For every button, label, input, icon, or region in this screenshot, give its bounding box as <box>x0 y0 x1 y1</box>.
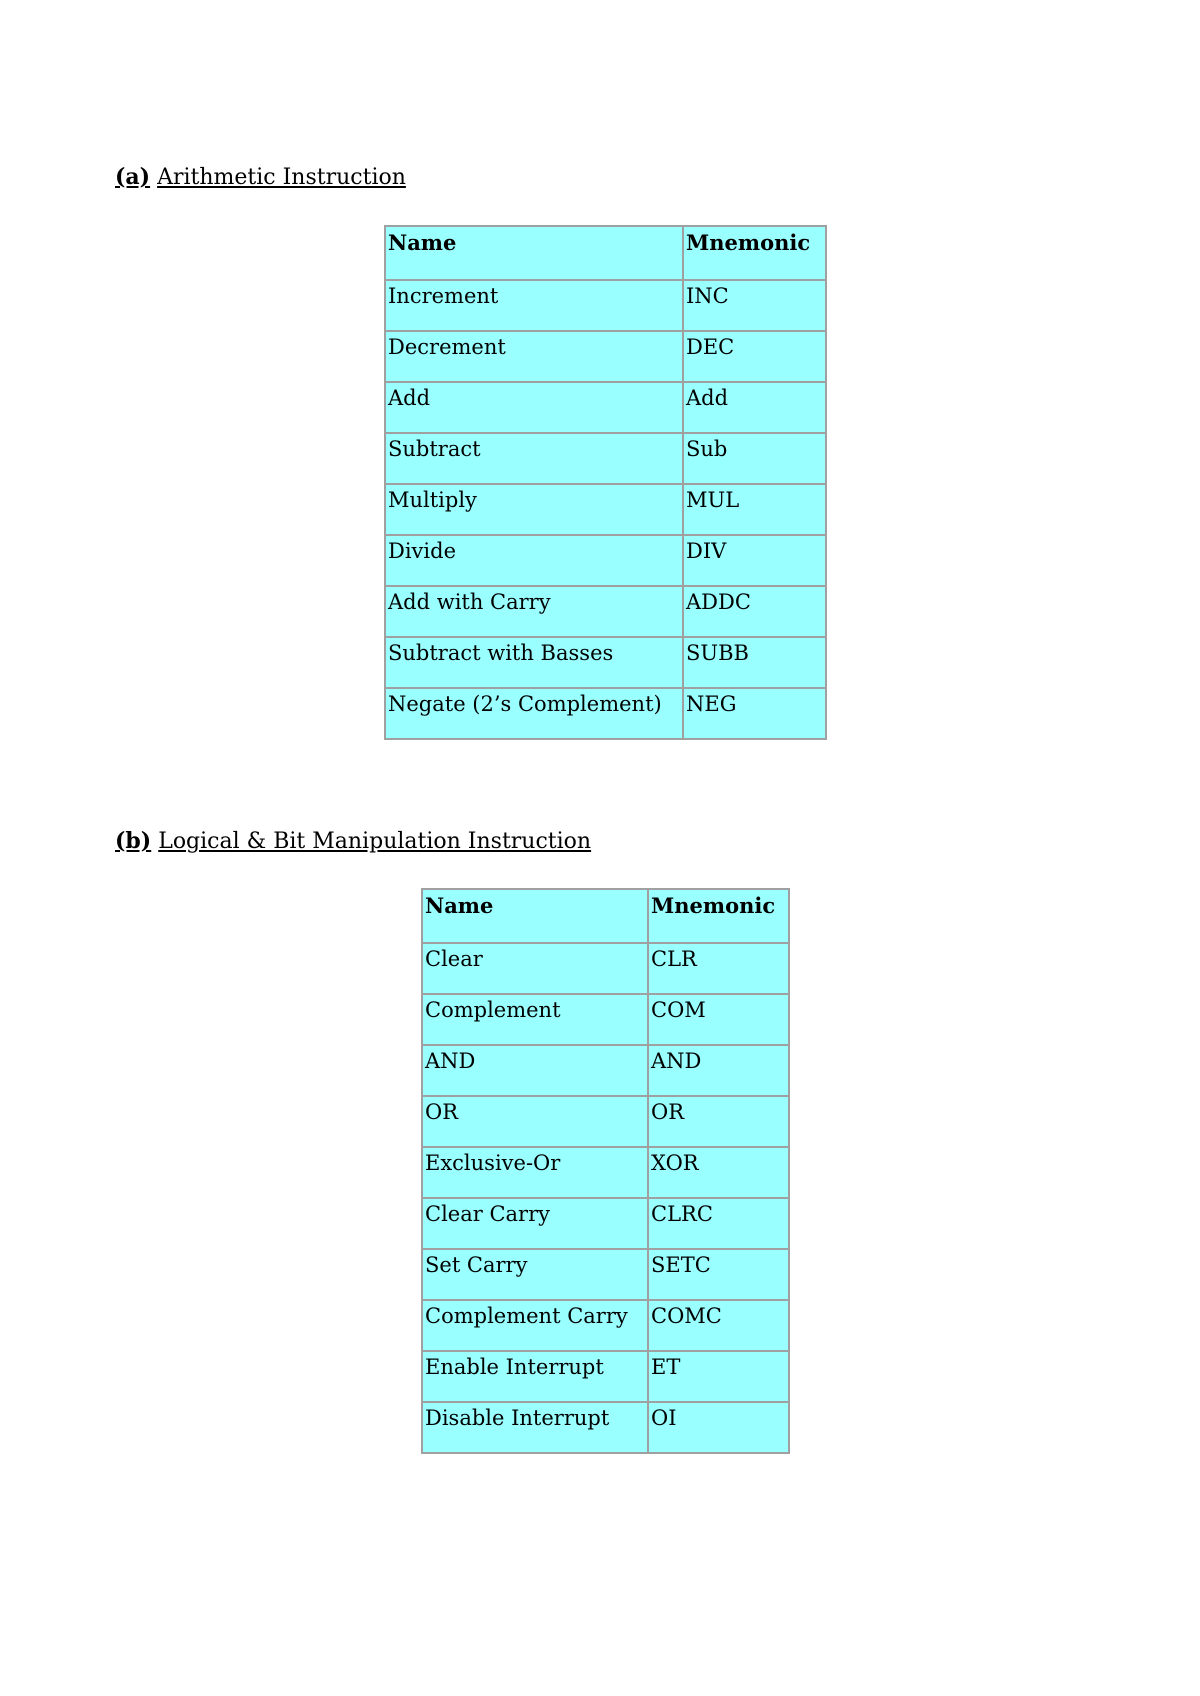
instruction-name-cell: Subtract with Basses <box>385 637 683 688</box>
instruction-name-cell: AND <box>422 1045 648 1096</box>
mnemonic-cell: XOR <box>648 1147 789 1198</box>
mnemonic-cell: Add <box>683 382 826 433</box>
instruction-name-cell: Decrement <box>385 331 683 382</box>
mnemonic-cell: NEG <box>683 688 826 739</box>
table-row <box>385 535 826 586</box>
table-header-row <box>422 889 789 943</box>
table-row <box>385 586 826 637</box>
table-row <box>385 433 826 484</box>
column-header-name: Name <box>422 889 648 943</box>
instruction-name-cell: Complement <box>422 994 648 1045</box>
section-b-title: Logical & Bit Manipulation Instruction <box>158 829 592 854</box>
section-a-heading <box>115 166 406 189</box>
column-header-name: Name <box>385 226 683 280</box>
section-b-tag: (b) <box>115 828 152 854</box>
instruction-name-cell: Clear Carry <box>422 1198 648 1249</box>
mnemonic-cell: CLR <box>648 943 789 994</box>
instruction-name-cell: OR <box>422 1096 648 1147</box>
table-row <box>422 1249 789 1300</box>
table-row <box>385 484 826 535</box>
section-b-heading <box>115 830 591 853</box>
mnemonic-cell: DIV <box>683 535 826 586</box>
mnemonic-cell: OI <box>648 1402 789 1453</box>
section-a-tag: (a) <box>115 164 151 190</box>
table-row <box>422 1351 789 1402</box>
table-row <box>422 1300 789 1351</box>
mnemonic-cell: INC <box>683 280 826 331</box>
instruction-name-cell: Divide <box>385 535 683 586</box>
instruction-name-cell: Increment <box>385 280 683 331</box>
mnemonic-cell: SUBB <box>683 637 826 688</box>
table-row <box>422 1096 789 1147</box>
table-row <box>385 331 826 382</box>
mnemonic-cell: AND <box>648 1045 789 1096</box>
table-row <box>422 1147 789 1198</box>
mnemonic-cell: COMC <box>648 1300 789 1351</box>
mnemonic-cell: DEC <box>683 331 826 382</box>
instruction-name-cell: Set Carry <box>422 1249 648 1300</box>
arithmetic-instruction-table <box>384 225 827 740</box>
instruction-name-cell: Enable Interrupt <box>422 1351 648 1402</box>
mnemonic-cell: MUL <box>683 484 826 535</box>
instruction-name-cell: Multiply <box>385 484 683 535</box>
mnemonic-cell: COM <box>648 994 789 1045</box>
table-row <box>422 1402 789 1453</box>
instruction-name-cell: Negate (2’s Complement) <box>385 688 683 739</box>
instruction-name-cell: Disable Interrupt <box>422 1402 648 1453</box>
table-row <box>385 280 826 331</box>
table-row <box>422 1198 789 1249</box>
instruction-name-cell: Complement Carry <box>422 1300 648 1351</box>
table-row <box>422 1045 789 1096</box>
mnemonic-cell: Sub <box>683 433 826 484</box>
section-a-title: Arithmetic Instruction <box>157 165 406 190</box>
mnemonic-cell: ADDC <box>683 586 826 637</box>
instruction-name-cell: Exclusive-Or <box>422 1147 648 1198</box>
column-header-mnemonic: Mnemonic <box>683 226 826 280</box>
mnemonic-cell: ET <box>648 1351 789 1402</box>
mnemonic-cell: OR <box>648 1096 789 1147</box>
logical-bit-manipulation-table <box>421 888 790 1454</box>
mnemonic-cell: SETC <box>648 1249 789 1300</box>
instruction-name-cell: Clear <box>422 943 648 994</box>
instruction-name-cell: Subtract <box>385 433 683 484</box>
table-header-row <box>385 226 826 280</box>
mnemonic-cell: CLRC <box>648 1198 789 1249</box>
table-row <box>422 994 789 1045</box>
table-row <box>385 382 826 433</box>
column-header-mnemonic: Mnemonic <box>648 889 789 943</box>
table-row <box>385 637 826 688</box>
instruction-name-cell: Add <box>385 382 683 433</box>
instruction-name-cell: Add with Carry <box>385 586 683 637</box>
table-row <box>422 943 789 994</box>
table-row <box>385 688 826 739</box>
